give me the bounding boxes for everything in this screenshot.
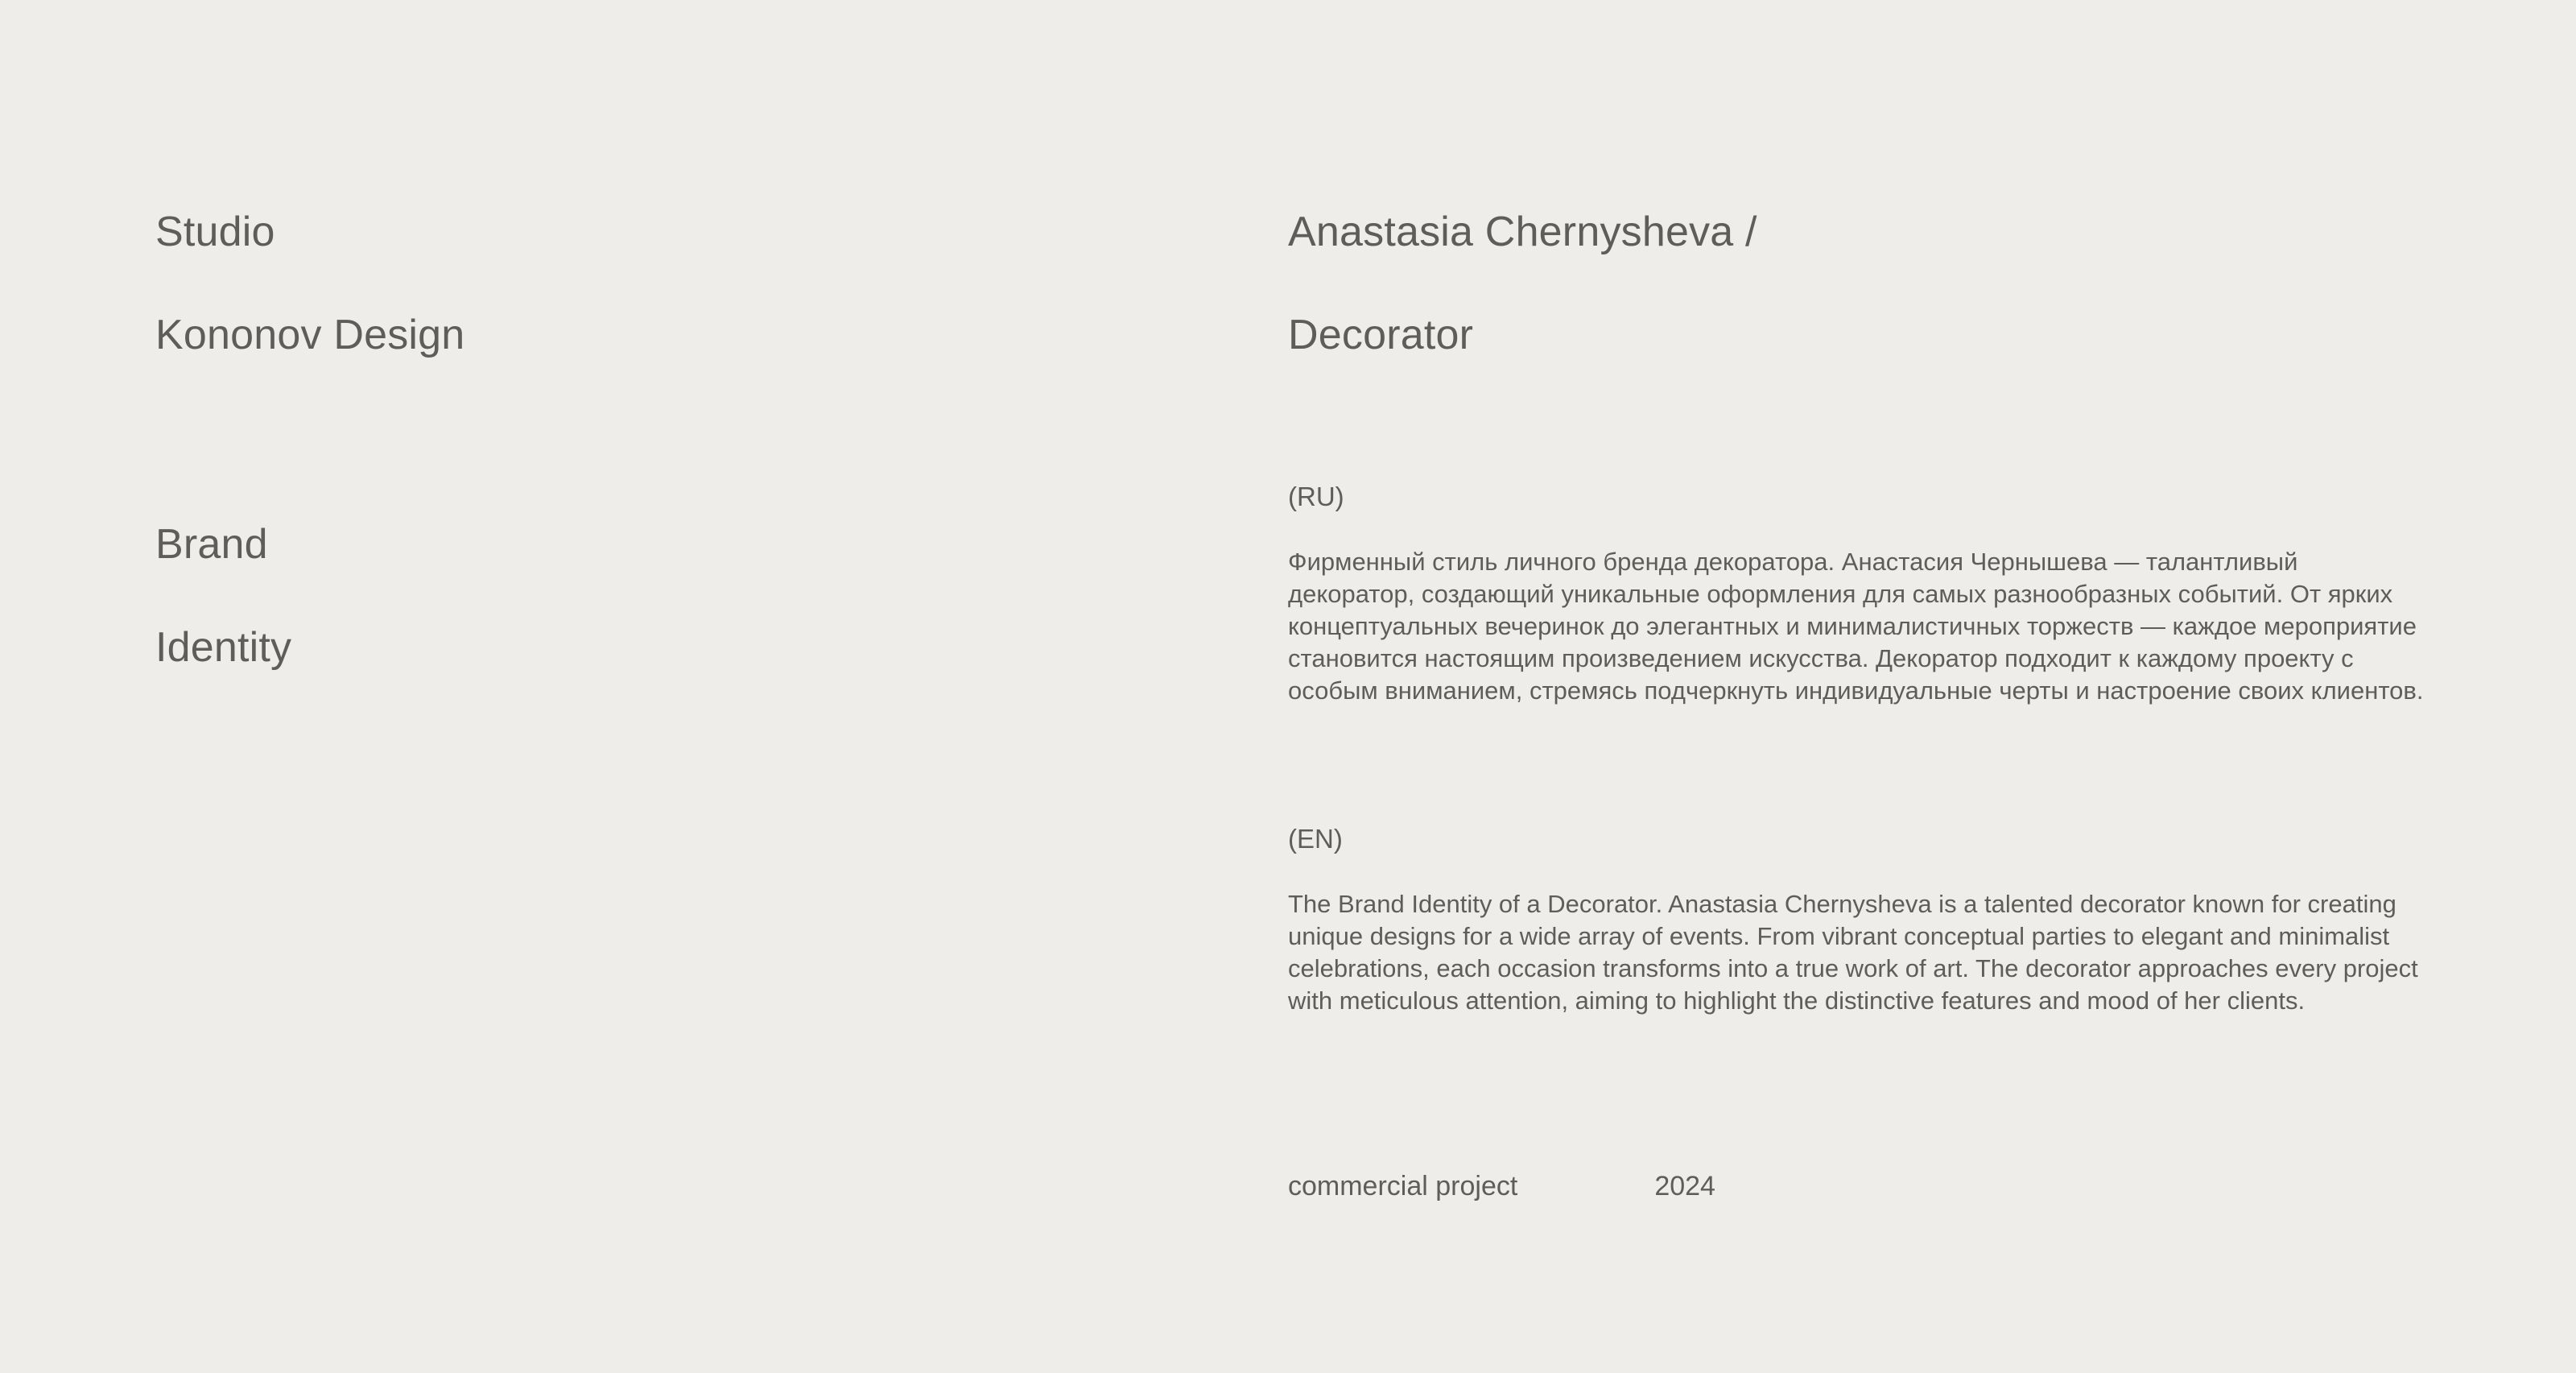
client-name [1288,155,1757,412]
project-type: commercial project [1288,1171,1518,1201]
ru-description: Фирменный стиль личного бренда декоратора. Анастасия Чернышева — талантливый декоратор, создающий уникальные оформления для самых разнообразных событий. От ярких концептуальных вечеринок до элегантных и минималистичных торжеств — каждое мероприятие становится настоящим произведением искусства. Декоратор подходит к каждому проекту с особым вниманием, стремясь подчеркнуть индивидуальные черты и настроение своих клиентов. [1288,548,2424,705]
en-label: (EN) [1288,824,1343,854]
section-title-line2: Identity [155,624,292,671]
studio-name-line1: Studio [155,209,275,255]
client-name-line2: Decorator [1288,312,1474,358]
en-description: The Brand Identity of a Decorator. Anastasia Chernysheva is a talented decorator known for creating unique designs for a wide array of events. From vibrant conceptual parties to elegant and minimalist celebrations, each occasion transforms into a true work of art. The decorator approaches every project with meticulous attention, aiming to highlight the distinctive features and mood of her clients. [1288,890,2418,1015]
studio-name [155,155,464,412]
ru-label: (RU) [1288,482,1344,511]
client-name-line1: Anastasia Chernysheva / [1288,209,1757,255]
section-title [155,467,291,725]
project-footer [1288,1170,1715,1202]
section-title-line1: Brand [155,521,268,568]
studio-name-line2: Kononov Design [155,312,465,358]
project-year: 2024 [1654,1171,1715,1201]
